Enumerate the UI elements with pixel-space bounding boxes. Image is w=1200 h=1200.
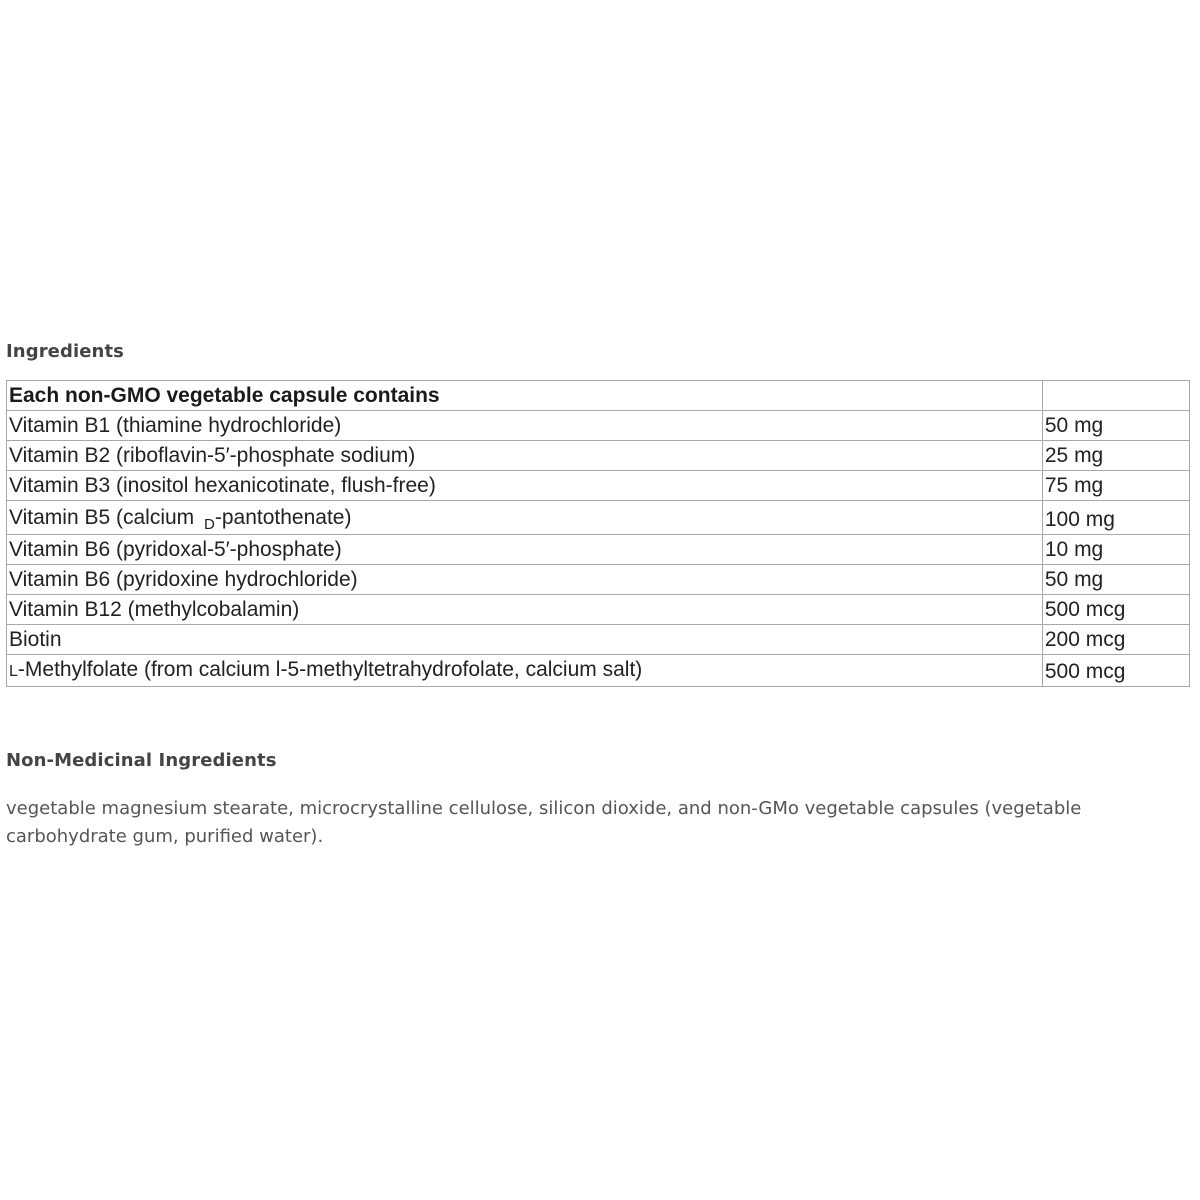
ingredient-name: Vitamin B6 (pyridoxal-5′-phosphate) — [7, 535, 1043, 565]
ingredients-heading: Ingredients — [6, 341, 124, 362]
ingredient-name-subscript: D — [204, 516, 215, 533]
ingredient-name: Biotin — [7, 625, 1043, 655]
ingredient-amount: 50 mg — [1042, 411, 1189, 441]
table-header-amount — [1042, 381, 1189, 411]
ingredient-name: Vitamin B12 (methylcobalamin) — [7, 595, 1043, 625]
ingredient-name — [7, 501, 1043, 535]
table-row — [7, 565, 1190, 595]
ingredient-amount: 75 mg — [1042, 471, 1189, 501]
table-row — [7, 535, 1190, 565]
non-medicinal-ingredients-text: vegetable magnesium stearate, microcrystalline cellulose, silicon dioxide, and non-GMo vegetable capsules (vegetable carbohydrate gum, purified water). — [6, 798, 1082, 847]
ingredient-name-part: -pantothenate) — [214, 506, 352, 529]
table-row — [7, 471, 1190, 501]
table-row — [7, 411, 1190, 441]
table-row — [7, 595, 1190, 625]
table-header-row — [7, 381, 1190, 411]
ingredient-amount: 100 mg — [1042, 501, 1189, 535]
ingredient-amount: 500 mcg — [1042, 655, 1189, 687]
ingredient-amount: 25 mg — [1042, 441, 1189, 471]
table-row — [7, 655, 1190, 687]
ingredient-name-prefix: L — [9, 663, 18, 680]
ingredient-name-part: Vitamin B5 (calcium — [9, 506, 201, 529]
ingredient-amount: 500 mcg — [1042, 595, 1189, 625]
ingredient-name: Vitamin B2 (riboflavin-5′-phosphate sodium) — [7, 441, 1043, 471]
ingredient-name: Vitamin B3 (inositol hexanicotinate, flush-free) — [7, 471, 1043, 501]
non-medicinal-ingredients-heading: Non-Medicinal Ingredients — [6, 750, 277, 771]
ingredient-name: Vitamin B6 (pyridoxine hydrochloride) — [7, 565, 1043, 595]
ingredient-name — [7, 655, 1043, 687]
ingredient-name-part: -Methylfolate (from calcium l-5-methyltetrahydrofolate, calcium salt) — [17, 658, 643, 681]
ingredient-amount: 10 mg — [1042, 535, 1189, 565]
ingredients-table — [6, 380, 1190, 687]
ingredient-amount: 200 mcg — [1042, 625, 1189, 655]
table-header-name: Each non-GMO vegetable capsule contains — [7, 381, 1043, 411]
table-row — [7, 501, 1190, 535]
ingredient-amount: 50 mg — [1042, 565, 1189, 595]
table-row — [7, 625, 1190, 655]
table-row — [7, 441, 1190, 471]
ingredient-name: Vitamin B1 (thiamine hydrochloride) — [7, 411, 1043, 441]
